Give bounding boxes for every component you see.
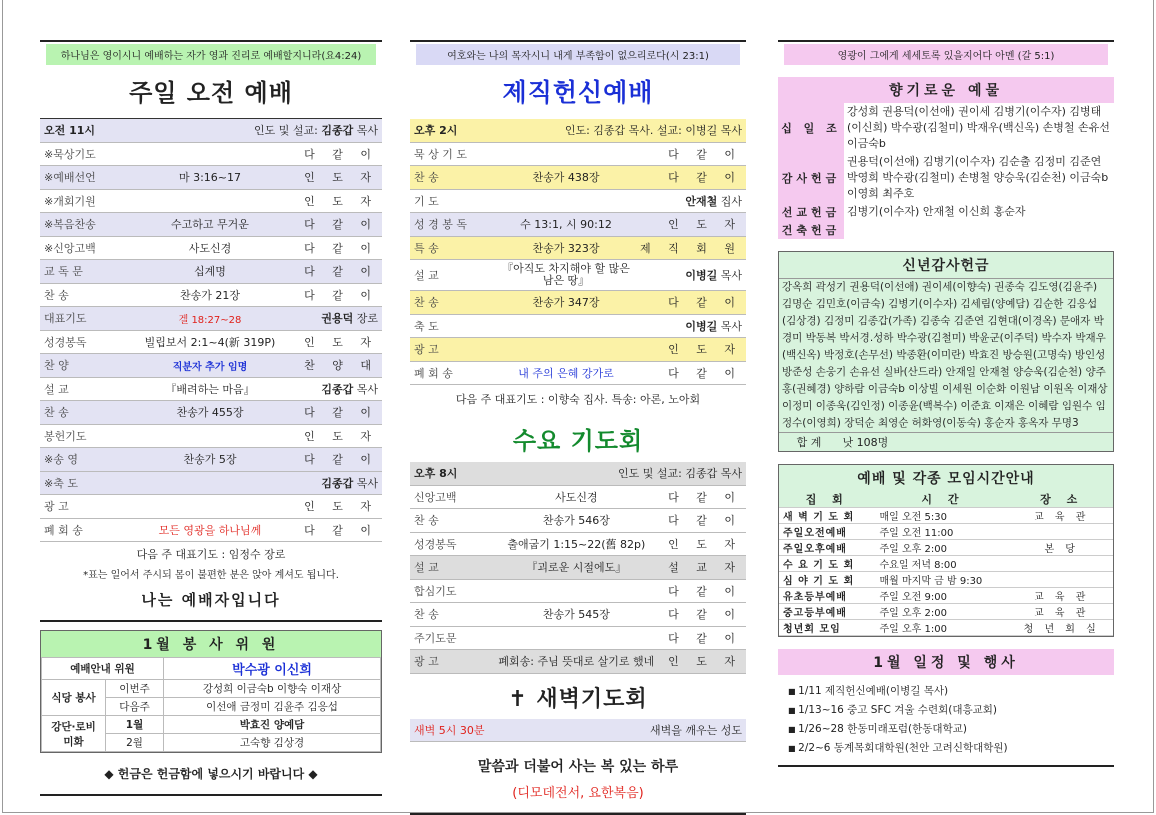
row-content bbox=[496, 338, 636, 362]
row-label: 폐 회 송 bbox=[40, 518, 126, 542]
row-content: 찬송가 347장 bbox=[496, 291, 636, 315]
order-row bbox=[410, 143, 746, 166]
row-label: 성경봉독 bbox=[40, 330, 126, 354]
total-count: 108명 bbox=[856, 436, 889, 449]
duty-table bbox=[41, 657, 381, 752]
event-item: ■ 1/13~16 중고 SFC 겨울 수련회(대흥교회) bbox=[788, 702, 1114, 717]
offering-type: 선교헌금 bbox=[778, 203, 844, 221]
row-content: 찬송가 455장 bbox=[126, 401, 294, 425]
row-label: 성경봉독 bbox=[410, 532, 494, 556]
service-title: 제직헌신예배 bbox=[502, 78, 654, 107]
row-leader: 인 도 자 bbox=[636, 338, 746, 362]
row-content: 『아직도 차지해야 할 많은 남은 땅』 bbox=[496, 260, 636, 291]
row-content: 마 3:16~17 bbox=[126, 166, 294, 190]
offering-names: 권용덕(이선애) 김병기(이수자) 김순출 김정미 김준연 박영희 박수광(김철미) 손병철 양승욱(김순천) 이금숙b 이영희 최주호 bbox=[847, 155, 1109, 200]
verse-banner: 영광이 그에게 세세토록 있을지어다 아멘 (갈 5:1) bbox=[784, 44, 1108, 65]
row-label: 찬 송 bbox=[410, 291, 496, 315]
row-leader: 인 도 자 bbox=[294, 330, 382, 354]
order-row bbox=[40, 330, 382, 354]
verse-banner: 하나님은 영이시니 예배하는 자가 영과 진리로 예배할지니라(요4:24) bbox=[46, 44, 376, 65]
new-year-box bbox=[778, 251, 1114, 452]
row-label: 찬 송 bbox=[40, 283, 126, 307]
row-leader: 다 같 이 bbox=[294, 518, 382, 542]
order-row bbox=[40, 260, 382, 284]
row-label: 주기도문 bbox=[410, 626, 494, 650]
row-label: 대표기도 bbox=[40, 307, 126, 331]
next-rep-text: 다음 주 대표기도 : 임정수 장로 bbox=[136, 548, 286, 561]
order-row bbox=[410, 314, 746, 338]
meeting-name: 주일오전예배 bbox=[779, 524, 876, 540]
offering-title: 향기로운 예물 bbox=[778, 77, 1114, 103]
order-rows bbox=[40, 143, 382, 543]
row-leader: 다 같 이 bbox=[294, 260, 382, 284]
order-row bbox=[40, 471, 382, 495]
order-row bbox=[40, 166, 382, 190]
row-label: 설 교 bbox=[410, 556, 494, 580]
dawn-time: 새벽 5시 30분 bbox=[410, 719, 558, 742]
standing-note: *표는 일어서 주시되 몸이 불편한 분은 앉아 계셔도 됩니다. bbox=[83, 570, 339, 581]
order-row bbox=[40, 307, 382, 331]
meeting-place: 교 육 관 bbox=[1010, 588, 1113, 604]
meeting-time: 주일 오후 2:00 bbox=[876, 604, 1011, 620]
order-row bbox=[410, 486, 746, 509]
row-label: ※복음찬송 bbox=[40, 213, 126, 237]
offering-table bbox=[778, 103, 1114, 239]
row-label: ※송 영 bbox=[40, 448, 126, 472]
meeting-place: 청 년 회 실 bbox=[1010, 620, 1113, 636]
kitchen-label: 식당 봉사 bbox=[42, 680, 106, 716]
service-header-table bbox=[410, 119, 746, 143]
row-content bbox=[126, 424, 294, 448]
row-content: 찬송가 545장 bbox=[494, 603, 658, 627]
dawn-title-text: 새벽기도회 bbox=[536, 686, 648, 712]
row-leader: 다 같 이 bbox=[294, 448, 382, 472]
row-content: 폐회송: 주님 뜻대로 살기로 했네 bbox=[494, 650, 658, 674]
service-header bbox=[40, 119, 382, 142]
row-label: 묵 상 기 도 bbox=[410, 143, 496, 166]
row-label: 찬 송 bbox=[410, 509, 494, 533]
this-week-names: 강성희 이금숙b 이향숙 이재상 bbox=[164, 680, 381, 698]
duty-title: 1월 봉 사 위 원 bbox=[41, 631, 381, 657]
offering-names: 강성희 권용덕(이선애) 권이세 김병기(이수자) 김병태(이신희) 박수광(김철미) 박재우(백신옥) 손병철 손유선 이금숙b bbox=[847, 105, 1110, 150]
order-row bbox=[410, 509, 746, 533]
row-label: 설 교 bbox=[410, 260, 496, 291]
row-label: 축 도 bbox=[410, 314, 496, 338]
meeting-place bbox=[1010, 556, 1113, 572]
row-label: 기 도 bbox=[410, 189, 496, 213]
order-row bbox=[410, 603, 746, 627]
row-content: 찬송가 546장 bbox=[494, 509, 658, 533]
order-row bbox=[410, 361, 746, 385]
meeting-name: 수 요 기 도 회 bbox=[779, 556, 876, 572]
meeting-name: 유초등부예배 bbox=[779, 588, 876, 604]
row-label: 교 독 문 bbox=[40, 260, 126, 284]
new-year-total bbox=[779, 432, 1113, 451]
offering-notice: ◆ 헌금은 헌금함에 넣으시기 바랍니다 ◆ bbox=[104, 767, 318, 781]
meeting-place: 교 육 관 bbox=[1010, 508, 1113, 524]
next-week-label: 다음주 bbox=[106, 698, 164, 716]
order-row bbox=[40, 424, 382, 448]
meeting-row bbox=[779, 604, 1113, 620]
row-leader: 다 같 이 bbox=[658, 603, 746, 627]
row-label: 봉헌기도 bbox=[40, 424, 126, 448]
row-content: 모든 영광을 하나님께 bbox=[126, 518, 294, 542]
row-label: 특 송 bbox=[410, 236, 496, 260]
order-row bbox=[410, 650, 746, 674]
guide-label: 예배안내 위원 bbox=[42, 658, 164, 680]
row-leader: 김종갑 목사 bbox=[294, 471, 382, 495]
dawn-title bbox=[410, 682, 746, 713]
row-leader: 다 같 이 bbox=[658, 509, 746, 533]
row-content: 내 주의 은혜 강가로 bbox=[496, 361, 636, 385]
row-label: 찬 양 bbox=[40, 354, 126, 378]
row-content: 출애굽기 1:15~22(舊 82p) bbox=[494, 532, 658, 556]
meeting-row bbox=[779, 572, 1113, 588]
order-row bbox=[410, 260, 746, 291]
row-leader: 인 도 자 bbox=[294, 189, 382, 213]
event-item: ■ 2/2~6 동계목회대학원(천안 고려신학대학원) bbox=[788, 740, 1114, 755]
dawn-desc: 새벽을 깨우는 성도 bbox=[558, 719, 746, 742]
row-label: ※개회기원 bbox=[40, 189, 126, 213]
row-label: 광 고 bbox=[40, 495, 126, 519]
order-row bbox=[40, 448, 382, 472]
order-row bbox=[410, 556, 746, 580]
total-label: 합 계 bbox=[796, 436, 822, 449]
row-leader: 권용덕 장로 bbox=[294, 307, 382, 331]
column-evening-service bbox=[410, 40, 746, 815]
cross-icon: ✝ bbox=[508, 686, 537, 712]
row-leader: 다 같 이 bbox=[294, 213, 382, 237]
meeting-table bbox=[779, 491, 1113, 636]
col-head-meeting: 집 회 bbox=[779, 491, 876, 508]
verse-banner: 여호와는 나의 목자시니 내게 부족함이 없으리로다(시 23:1) bbox=[416, 44, 740, 65]
row-content bbox=[494, 626, 658, 650]
row-leader: 이병길 목사 bbox=[636, 260, 746, 291]
offering-names bbox=[844, 221, 1114, 239]
row-content: 『배려하는 마음』 bbox=[126, 377, 294, 401]
row-content: 빌립보서 2:1~4(新 319P) bbox=[126, 330, 294, 354]
order-row bbox=[40, 236, 382, 260]
row-leader: 인 도 자 bbox=[294, 495, 382, 519]
row-label: 찬 송 bbox=[410, 166, 496, 190]
order-row bbox=[410, 626, 746, 650]
row-label: 신앙고백 bbox=[410, 486, 494, 509]
meeting-row bbox=[779, 556, 1113, 572]
column-sunday-service bbox=[40, 40, 382, 796]
meeting-name: 청년회 모임 bbox=[779, 620, 876, 636]
slogan: 나는 예배자입니다 bbox=[141, 591, 281, 609]
leader-name: 김종갑 bbox=[321, 124, 354, 138]
row-content: 수고하고 무거운 bbox=[126, 213, 294, 237]
row-content: 찬송가 323장 bbox=[496, 236, 636, 260]
row-leader: 인 도 자 bbox=[294, 424, 382, 448]
next-rep: 다음 주 대표기도 : 이향숙 집사. 특송: 아론, 노아회 bbox=[455, 393, 701, 406]
order-row bbox=[40, 495, 382, 519]
this-week-label: 이번주 bbox=[106, 680, 164, 698]
row-content bbox=[126, 495, 294, 519]
wed-lead: 인도 및 설교: 김종갑 목사 bbox=[504, 462, 746, 485]
row-content: 십계명 bbox=[126, 260, 294, 284]
events-title: 1월 일정 및 행사 bbox=[778, 649, 1114, 675]
row-leader: 다 같 이 bbox=[658, 626, 746, 650]
order-row bbox=[410, 213, 746, 237]
wed-header bbox=[410, 462, 746, 485]
offering-row bbox=[778, 103, 1114, 153]
row-label: ※축 도 bbox=[40, 471, 126, 495]
meeting-row bbox=[779, 508, 1113, 524]
meeting-title: 예배 및 각종 모임시간안내 bbox=[779, 465, 1113, 491]
service-time: 오후 2시 bbox=[410, 119, 483, 142]
row-content bbox=[126, 189, 294, 213]
row-leader: 다 같 이 bbox=[636, 166, 746, 190]
row-label: 설 교 bbox=[40, 377, 126, 401]
new-year-title: 신년감사헌금 bbox=[779, 252, 1113, 279]
meeting-place: 교 육 관 bbox=[1010, 604, 1113, 620]
meeting-time: 주일 오후 1:00 bbox=[876, 620, 1011, 636]
row-content: 찬송가 438장 bbox=[496, 166, 636, 190]
row-leader: 찬 양 대 bbox=[294, 354, 382, 378]
duty-box bbox=[40, 630, 382, 753]
order-row bbox=[40, 283, 382, 307]
offering-names: 김병기(이수자) 안재철 이신희 홍순자 bbox=[847, 205, 1026, 218]
offering-row bbox=[778, 221, 1114, 239]
row-leader: 인 도 자 bbox=[658, 532, 746, 556]
month-2: 2월 bbox=[106, 734, 164, 752]
offering-type: 건축헌금 bbox=[778, 221, 844, 239]
row-content bbox=[496, 189, 636, 213]
meeting-time: 주일 오전 11:00 bbox=[876, 524, 1011, 540]
row-content: 겔 18:27~28 bbox=[126, 307, 294, 331]
wed-order-rows bbox=[410, 486, 746, 674]
order-rows bbox=[410, 143, 746, 386]
new-year-names: 강옥희 곽성기 권용덕(이선애) 권이세(이향숙) 권종숙 김도영(김윤주) 김명순 김민호(이금숙) 김병기(이수자) 김세림(양예담) 김순한 김응섭(김상경) 김정미 김종갑(가족) 김종숙 김준연 김현대(이경옥) 문애자 박경미 박동복 박서경.성하 박수광(김철미) 박윤군(이주덕) 박수자 박재우(백신옥) 박정호(손무선) 박종환(이미란) 박효진 방승원(고명숙) 방인성 방준성 손웅기 손유선 실바(산드라) 안재일 안재철 양승욱(김순천) 양주홍(권혜경) 양하람 이금숙b 이상빌 이세원 이순화 이원남 이원옥 이재상 이정미 이종욱(김인정) 이종윤(백복수) 이준효 이재은 이혜람 임원수 임정수(이영희) 장덕순 최영순 허화영(이동숙) 홍순자 홍옥자 무명3 bbox=[779, 279, 1113, 432]
lead-label: 인도 및 설교: bbox=[254, 124, 318, 138]
meeting-time: 매월 마지막 금 밤 9:30 bbox=[876, 572, 1011, 588]
order-row bbox=[410, 236, 746, 260]
row-label: 합심기도 bbox=[410, 579, 494, 603]
row-leader: 다 같 이 bbox=[636, 361, 746, 385]
offering-row bbox=[778, 153, 1114, 203]
lobby-label: 강단·로비 미화 bbox=[42, 716, 106, 752]
column-offerings bbox=[778, 40, 1114, 767]
row-content: 사도신경 bbox=[126, 236, 294, 260]
row-leader: 다 같 이 bbox=[294, 283, 382, 307]
meeting-row bbox=[779, 524, 1113, 540]
row-leader: 인 도 자 bbox=[636, 213, 746, 237]
row-content bbox=[496, 143, 636, 166]
order-row bbox=[410, 189, 746, 213]
next-rep bbox=[40, 546, 382, 562]
motto-source: (디모데전서, 요한복음) bbox=[512, 786, 644, 801]
meeting-time: 주일 오후 2:00 bbox=[876, 540, 1011, 556]
row-leader: 김종갑 목사 bbox=[294, 377, 382, 401]
row-leader: 다 같 이 bbox=[636, 291, 746, 315]
motto: 말씀과 더불어 사는 복 있는 하루 bbox=[477, 759, 679, 775]
row-leader: 다 같 이 bbox=[294, 236, 382, 260]
row-content: 수 13:1, 시 90:12 bbox=[496, 213, 636, 237]
row-content: 찬송가 21장 bbox=[126, 283, 294, 307]
row-leader: 인 도 자 bbox=[294, 166, 382, 190]
row-label: ※신앙고백 bbox=[40, 236, 126, 260]
offering-type: 십 일 조 bbox=[778, 103, 844, 153]
row-leader: 안재철 집사 bbox=[636, 189, 746, 213]
month-2-names: 고숙향 김상경 bbox=[164, 734, 381, 752]
order-row bbox=[40, 143, 382, 166]
row-content bbox=[496, 314, 636, 338]
row-label: 찬 송 bbox=[410, 603, 494, 627]
order-row bbox=[40, 354, 382, 378]
meeting-place: 본 당 bbox=[1010, 540, 1113, 556]
offering-type: 감사헌금 bbox=[778, 153, 844, 203]
row-label: ※묵상기도 bbox=[40, 143, 126, 166]
row-leader: 설 교 자 bbox=[658, 556, 746, 580]
row-leader: 다 같 이 bbox=[294, 143, 382, 166]
service-time: 오전 11시 bbox=[40, 119, 146, 142]
meeting-row bbox=[779, 540, 1113, 556]
row-label: 찬 송 bbox=[40, 401, 126, 425]
order-row bbox=[40, 518, 382, 542]
service-title: 주일 오전 예배 bbox=[129, 79, 293, 107]
order-row bbox=[40, 377, 382, 401]
col-head-place: 장 소 bbox=[1010, 491, 1113, 508]
row-content: 찬송가 5장 bbox=[126, 448, 294, 472]
row-leader: 다 같 이 bbox=[658, 486, 746, 509]
row-content: 『괴로운 시절에도』 bbox=[494, 556, 658, 580]
row-label: 성 경 봉 독 bbox=[410, 213, 496, 237]
order-row bbox=[410, 291, 746, 315]
row-leader: 이병길 목사 bbox=[636, 314, 746, 338]
offering-row bbox=[778, 203, 1114, 221]
event-item: ■ 1/26~28 한동미래포럼(한동대학교) bbox=[788, 721, 1114, 736]
meeting-name: 중고등부예배 bbox=[779, 604, 876, 620]
wed-header-table bbox=[410, 462, 746, 486]
row-leader: 인 도 자 bbox=[658, 650, 746, 674]
meeting-place bbox=[1010, 524, 1113, 540]
order-of-worship bbox=[40, 119, 382, 143]
row-content bbox=[126, 143, 294, 166]
wednesday-title: 수요 기도회 bbox=[512, 427, 644, 455]
row-label: 광 고 bbox=[410, 650, 494, 674]
order-row bbox=[410, 579, 746, 603]
row-leader: 제 직 회 원 bbox=[636, 236, 746, 260]
leader-role: 목사 bbox=[356, 124, 378, 138]
meeting-name: 심 야 기 도 회 bbox=[779, 572, 876, 588]
meeting-name: 주일오후예배 bbox=[779, 540, 876, 556]
meeting-time: 주일 오전 9:00 bbox=[876, 588, 1011, 604]
order-row bbox=[40, 189, 382, 213]
order-row bbox=[40, 213, 382, 237]
row-content bbox=[126, 471, 294, 495]
order-row bbox=[40, 401, 382, 425]
meeting-row bbox=[779, 620, 1113, 636]
wed-time: 오후 8시 bbox=[410, 462, 504, 485]
service-header bbox=[410, 119, 746, 142]
total-unit: 낫 bbox=[842, 436, 854, 449]
meeting-row bbox=[779, 588, 1113, 604]
guide-names: 박수광 이신희 bbox=[164, 658, 381, 680]
order-row bbox=[410, 166, 746, 190]
row-leader: 다 같 이 bbox=[294, 401, 382, 425]
month-1: 1월 bbox=[106, 716, 164, 734]
row-content bbox=[494, 579, 658, 603]
col-head-time: 시 간 bbox=[876, 491, 1011, 508]
row-label: 폐 회 송 bbox=[410, 361, 496, 385]
order-row bbox=[410, 532, 746, 556]
row-label: ※예배선언 bbox=[40, 166, 126, 190]
next-week-names: 이선애 금정미 김윤주 김응섭 bbox=[164, 698, 381, 716]
lead-text: 인도: 김종갑 목사. 설교: 이병길 목사 bbox=[483, 119, 746, 142]
row-leader: 다 같 이 bbox=[636, 143, 746, 166]
events-list bbox=[788, 683, 1114, 755]
meeting-time: 매일 오전 5:30 bbox=[876, 508, 1011, 524]
event-item: ■ 1/11 제직헌신예배(이병길 목사) bbox=[788, 683, 1114, 698]
meeting-place bbox=[1010, 572, 1113, 588]
dawn-table bbox=[410, 719, 746, 743]
row-label: 광 고 bbox=[410, 338, 496, 362]
meeting-box bbox=[778, 464, 1114, 637]
order-row bbox=[410, 338, 746, 362]
row-leader: 다 같 이 bbox=[658, 579, 746, 603]
meeting-time: 수요일 저녁 8:00 bbox=[876, 556, 1011, 572]
row-content: 사도신경 bbox=[494, 486, 658, 509]
month-1-names: 박효진 양예담 bbox=[164, 716, 381, 734]
meeting-name: 새 벽 기 도 회 bbox=[779, 508, 876, 524]
row-content: 직분자 추가 임명 bbox=[126, 354, 294, 378]
